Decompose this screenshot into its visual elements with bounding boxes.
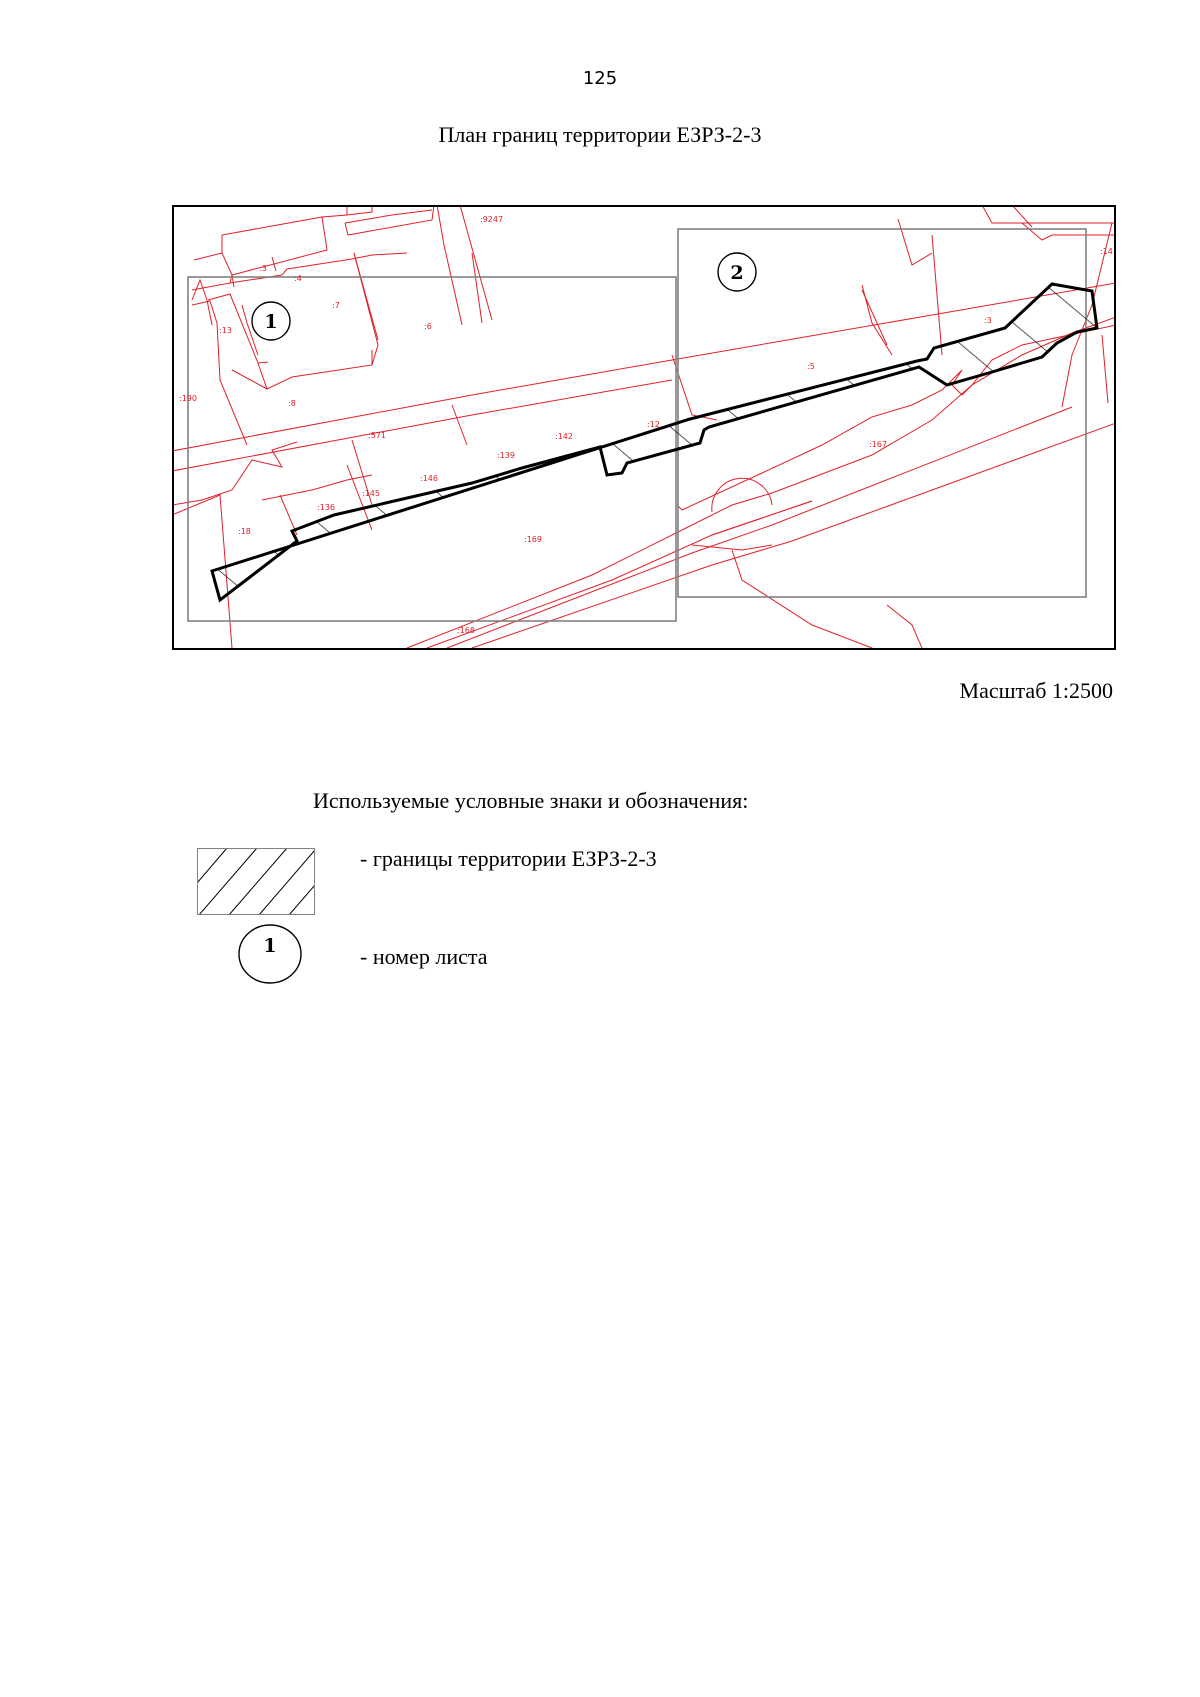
- cadastral-parcel-lines: [172, 205, 1116, 648]
- parcel-label: :167: [869, 440, 887, 449]
- legend-circle-number: 1: [263, 935, 277, 957]
- parcel-label: :169: [524, 535, 542, 544]
- legend-hatch-label: - границы территории ЕЗРЗ-2-3: [360, 846, 657, 871]
- page-title: План границ территории ЕЗРЗ-2-3: [438, 122, 762, 147]
- legend-circle-label: - номер листа: [360, 944, 488, 969]
- parcel-label: :14: [1100, 247, 1113, 256]
- sheet-number: 1: [264, 311, 278, 333]
- parcel-label: :4: [294, 274, 302, 283]
- parcel-label: :5: [807, 362, 815, 371]
- parcel-label: :146: [420, 474, 438, 483]
- legend-hatch-swatch: [197, 848, 315, 920]
- territory-map: [172, 205, 1116, 650]
- parcel-labels: [179, 215, 1113, 635]
- territory-boundary-ezrz-2-3: [212, 284, 1097, 600]
- sheet-marker-1: [252, 302, 290, 340]
- sheet-marker-2: [718, 253, 756, 291]
- parcel-label: :136: [317, 503, 335, 512]
- parcel-label: :3: [259, 264, 267, 273]
- parcel-label: :9247: [480, 215, 504, 224]
- parcel-label: :142: [555, 432, 573, 441]
- parcel-label: :145: [362, 489, 380, 498]
- parcel-label: :18: [238, 527, 251, 536]
- parcel-label: :190: [179, 394, 197, 403]
- parcel-label: :6: [424, 322, 432, 331]
- legend-sheet-circle: [236, 922, 304, 991]
- parcel-label: :139: [497, 451, 515, 460]
- parcel-label: :8: [288, 399, 296, 408]
- parcel-label: :12: [647, 420, 660, 429]
- sheet-number: 2: [730, 262, 744, 284]
- map-frame: [173, 206, 1115, 649]
- legend-heading: Используемые условные знаки и обозначения:: [313, 788, 749, 813]
- parcel-label: :168: [457, 626, 475, 635]
- parcel-label: :571: [368, 431, 386, 440]
- map-scale: Масштаб 1:2500: [959, 678, 1113, 703]
- parcel-label: :7: [332, 301, 340, 310]
- parcel-label: :3: [984, 316, 992, 325]
- parcel-label: :13: [219, 326, 232, 335]
- page-number: 125: [582, 68, 618, 89]
